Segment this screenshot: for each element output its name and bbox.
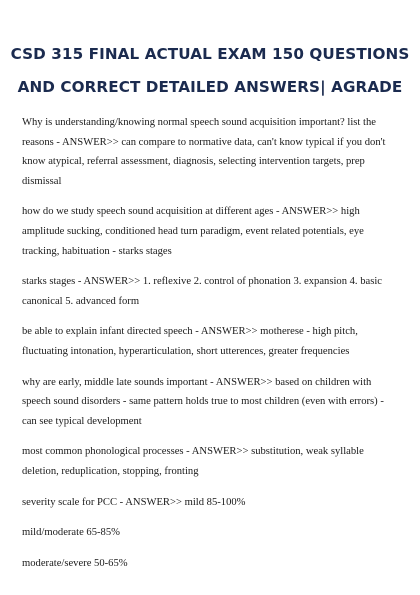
document-body bbox=[22, 113, 400, 584]
qa-entry: Why is understanding/knowing normal speech sound acquisition important? list the reasons - ANSWER>> can compare to normative data, can't know typical if you don't know atypical, referral assessment, diagnosis, selecting intervention targets, prep dismissal bbox=[22, 117, 386, 187]
qa-entry: severity scale for PCC - ANSWER>> mild 85-100% bbox=[22, 496, 246, 508]
qa-entry: be able to explain infant directed speech - ANSWER>> motherese - high pitch, fluctuating intonation, hyperarticulation, short utterences, greater frequencies bbox=[22, 326, 358, 357]
title-line-2: AND CORRECT DETAILED ANSWERS| AGRADE bbox=[17, 78, 403, 96]
qa-entry: mild/moderate 65-85% bbox=[22, 527, 120, 539]
title-line-1: CSD 315 FINAL ACTUAL EXAM 150 QUESTIONS bbox=[10, 45, 410, 63]
qa-entry: how do we study speech sound acquisition at different ages - ANSWER>> high amplitude sucking, conditioned head turn paradigm, event related potentials, eye tracking, habituation - starks stages bbox=[22, 206, 364, 257]
qa-entry: most common phonological processes - ANSWER>> substitution, weak syllable deletion, reduplication, stopping, fronting bbox=[22, 446, 364, 477]
qa-entry: why are early, middle late sounds important - ANSWER>> based on children with speech sound disorders - same pattern holds true to most children (even with errors) - can see typical development bbox=[22, 376, 384, 427]
qa-entry: starks stages - ANSWER>> 1. reflexive 2. control of phonation 3. expansion 4. basic canonical 5. advanced form bbox=[22, 276, 383, 307]
qa-entry: moderate/severe 50-65% bbox=[22, 557, 128, 569]
document-title bbox=[10, 38, 410, 104]
